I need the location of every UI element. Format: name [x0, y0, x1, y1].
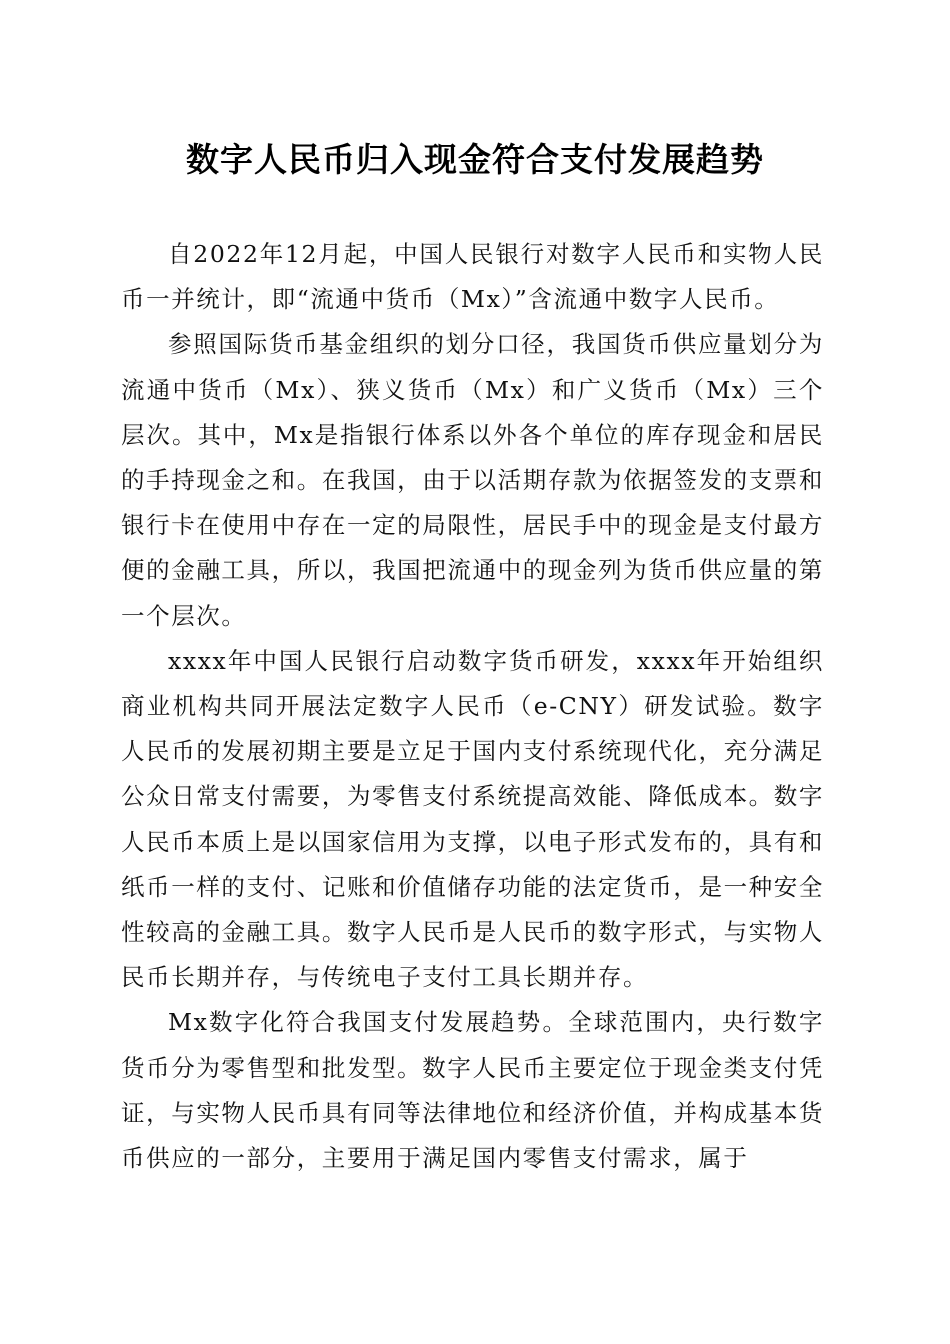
paragraph-1: 自2022年12月起，中国人民银行对数字人民币和实物人民币一并统计，即“流通中货币（Mx）”含流通中数字人民币。 — [121, 240, 824, 314]
paragraph-2: 参照国际货币基金组织的划分口径，我国货币供应量划分为流通中货币（Mx）、狭义货币（Mx）和广义货币（Mx）三个层次。其中，Mx是指银行体系以外各个单位的库存现金和居民的手持现金之和。在我国，由于以活期存款为依据签发的支票和银行卡在使用中存在一定的局限性，居民手中的现金是支付最方便的金融工具，所以，我国把流通中的现金列为货币供应量的第一个层次。 — [121, 330, 824, 630]
paragraph-3: xxxx年中国人民银行启动数字货币研发，xxxx年开始组织商业机构共同开展法定数字人民币（e-CNY）研发试验。数字人民币的发展初期主要是立足于国内支付系统现代化，充分满足公众日常支付需要，为零售支付系统提高效能、降低成本。数字人民币本质上是以国家信用为支撑，以电子形式发布的，具有和纸币一样的支付、记账和价值储存功能的法定货币，是一种安全性较高的金融工具。数字人民币是人民币的数字形式，与实物人民币长期并存，与传统电子支付工具长期并存。 — [121, 646, 824, 992]
paragraph-4: Mx数字化符合我国支付发展趋势。全球范围内，央行数字货币分为零售型和批发型。数字人民币主要定位于现金类支付凭证，与实物人民币具有同等法律地位和经济价值，并构成基本货币供应的一部分，主要用于满足国内零售支付需求，属于 — [121, 1008, 824, 1173]
document-title: 数字人民币归入现金符合支付发展趋势 — [186, 140, 764, 179]
document-body — [121, 232, 824, 1181]
